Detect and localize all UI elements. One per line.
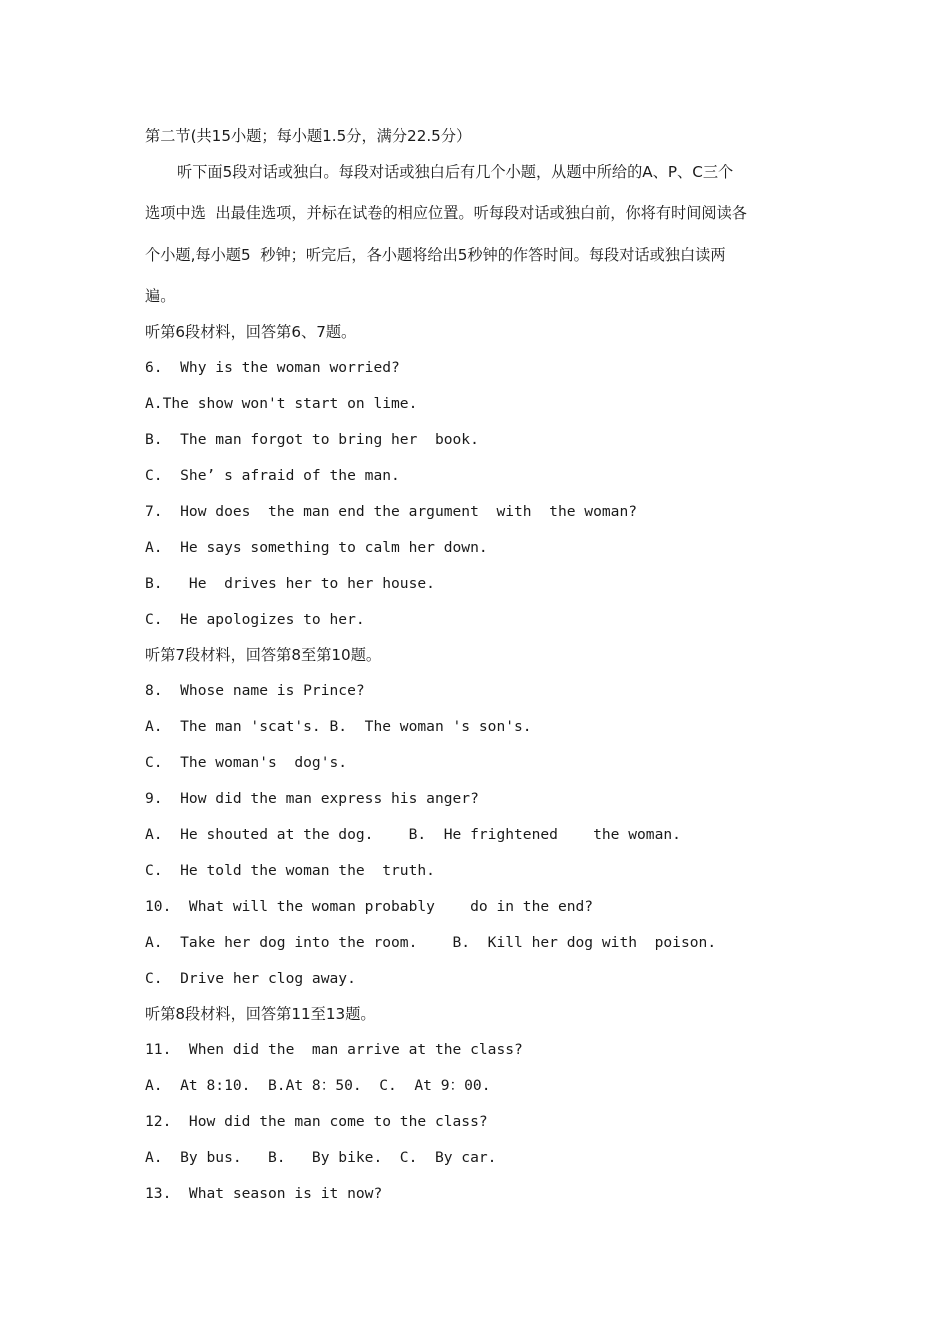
instruction-line: 个小题,每小题5 秒钟；听完后，各小题将给出5秒钟的作答时间。每段对话或独白读两 bbox=[145, 246, 726, 264]
instruction-line: 听下面5段对话或独白。每段对话或独白后有几个小题，从题中所给的A、P、C三个 bbox=[177, 163, 734, 181]
answer-option: A. He shouted at the dog. B. He frightened the woman. bbox=[145, 826, 681, 843]
answer-option: A. At 8:10. B.At 8：50. C. At 9：00. bbox=[145, 1077, 491, 1094]
answer-option: C. He apologizes to her. bbox=[145, 611, 365, 628]
answer-option: A. Take her dog into the room. B. Kill her dog with poison. bbox=[145, 934, 717, 951]
question: 11. When did the man arrive at the class? bbox=[145, 1041, 523, 1058]
instruction-line: 遍。 bbox=[145, 287, 176, 305]
question: 7. How does the man end the argument with the woman? bbox=[145, 503, 638, 520]
section-title: 第二节(共15小题；每小题1.5分，满分22.5分） bbox=[145, 127, 472, 145]
answer-option: B. The man forgot to bring her book. bbox=[145, 431, 479, 448]
question: 10. What will the woman probably do in the end? bbox=[145, 898, 594, 915]
question: 13. What season is it now? bbox=[145, 1185, 383, 1202]
question: 8. Whose name is Prince? bbox=[145, 682, 365, 699]
question: 12. How did the man come to the class? bbox=[145, 1113, 488, 1130]
passage-heading: 听第8段材料，回答第11至13题。 bbox=[145, 1005, 376, 1023]
answer-option: A.The show won't start on lime. bbox=[145, 395, 418, 412]
answer-option: A. He says something to calm her down. bbox=[145, 539, 488, 556]
passage-heading: 听第6段材料，回答第6、7题。 bbox=[145, 323, 357, 341]
answer-option: C. She’ s afraid of the man. bbox=[145, 467, 400, 484]
answer-option: A. By bus. B. By bike. C. By car. bbox=[145, 1149, 497, 1166]
question: 9. How did the man express his anger? bbox=[145, 790, 479, 807]
passage-heading: 听第7段材料，回答第8至第10题。 bbox=[145, 646, 382, 664]
answer-option: C. He told the woman the truth. bbox=[145, 862, 435, 879]
instruction-line: 选项中选 出最佳选项，并标在试卷的相应位置。听每段对话或独白前，你将有时间阅读各 bbox=[145, 204, 747, 222]
answer-option: C. Drive her clog away. bbox=[145, 970, 356, 987]
answer-option: A. The man 'scat's. B. The woman 's son's. bbox=[145, 718, 532, 735]
question: 6. Why is the woman worried? bbox=[145, 359, 400, 376]
answer-option: B. He drives her to her house. bbox=[145, 575, 435, 592]
answer-option: C. The woman's dog's. bbox=[145, 754, 348, 771]
